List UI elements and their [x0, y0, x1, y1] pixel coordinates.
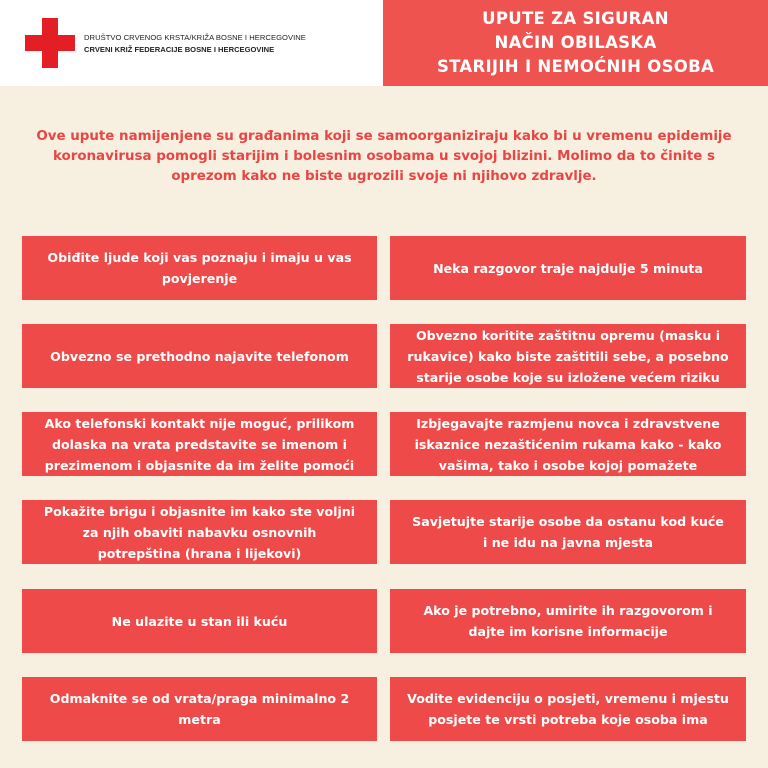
title-line-1: UPUTE ZA SIGURAN	[482, 9, 669, 28]
instruction-card: Neka razgovor traje najdulje 5 minuta	[390, 236, 746, 300]
instruction-card: Pokažite brigu i objasnite im kako ste voljni za njih obaviti nabavku osnovnih potrepština (hrana i lijekovi)	[22, 500, 377, 564]
red-cross-icon	[25, 18, 75, 68]
instruction-card: Obiđite ljude koji vas poznaju i imaju u vas povjerenje	[22, 236, 377, 300]
instruction-card: Vodite evidenciju o posjeti, vremenu i mjestu posjete te vrsti potreba koje osoba ima	[390, 677, 746, 741]
page-title	[383, 0, 768, 86]
instruction-card: Obvezno koritite zaštitnu opremu (masku i rukavice) kako biste zaštitili sebe, a posebno starije osobe koje su izložene većem riziku	[390, 324, 746, 388]
instruction-card: Odmaknite se od vrata/praga minimalno 2 metra	[22, 677, 377, 741]
title-line-2: NAČIN OBILASKA	[494, 33, 657, 52]
org-name-line1: DRUŠTVO CRVENOG KRSTA/KRIŽA BOSNE I HERCEGOVINE	[84, 33, 306, 42]
instruction-card: Obvezno se prethodno najavite telefonom	[22, 324, 377, 388]
intro-text: Ove upute namijenjene su građanima koji se samoorganiziraju kako bi u vremenu epidemije koronavirusa pomogli starijim i bolesnim osobama u svojoj blizini. Molimo da to činite s oprezom kako ne biste ugrozili svoje ni njihovo zdravlje.	[36, 129, 732, 184]
instruction-card: Izbjegavajte razmjenu novca i zdravstvene iskaznice nezaštićenim rukama kako - kako vašima, tako i osobe kojoj pomažete	[390, 412, 746, 476]
instruction-card: Savjetujte starije osobe da ostanu kod kuće i ne idu na javna mjesta	[390, 500, 746, 564]
title-line-3: STARIJIH I NEMOĆNIH OSOBA	[436, 57, 715, 76]
instruction-card: Ako je potrebno, umirite ih razgovorom i dajte im korisne informacije	[390, 589, 746, 653]
org-name-line2: CRVENI KRIŽ FEDERACIJE BOSNE I HERCEGOVINE	[84, 45, 275, 54]
header-logo-area	[0, 0, 383, 86]
instruction-card: Ne ulazite u stan ili kuću	[22, 589, 377, 653]
instruction-card: Ako telefonski kontakt nije moguć, prilikom dolaska na vrata predstavite se imenom i prezimenom i objasnite da im želite pomoći	[22, 412, 377, 476]
